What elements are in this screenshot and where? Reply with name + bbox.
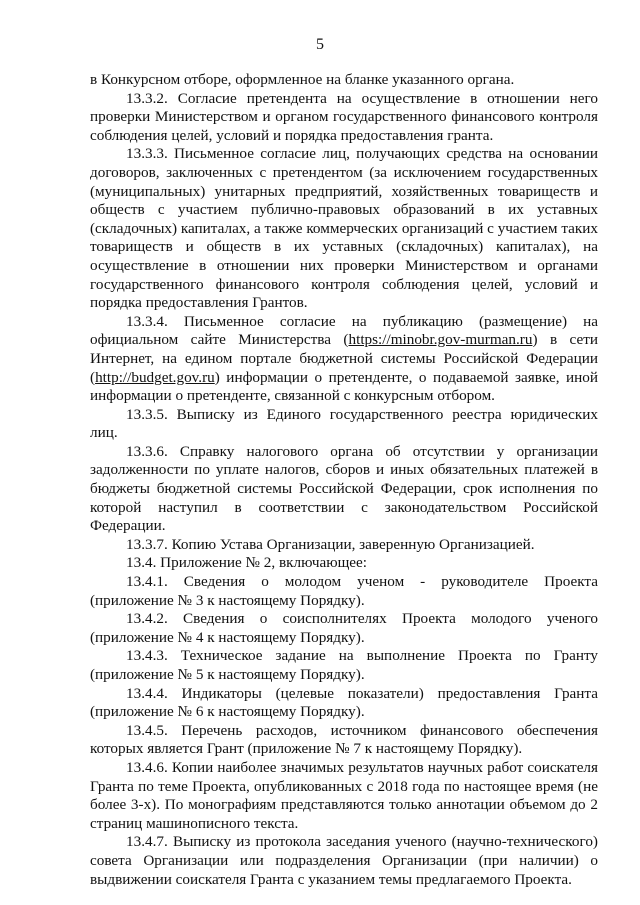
paragraph-13-4-2: 13.4.2. Сведения о соисполнителях Проекта молодого ученого (приложение № 4 к настоящему Порядку). bbox=[90, 610, 598, 646]
minobr-link[interactable]: https://minobr.gov-murman.ru bbox=[348, 331, 533, 349]
paragraph-13-3-3: 13.3.3. Письменное согласие лиц, получающих средства на основании договоров, заключенных с претендентом (за исключением государственных (муниципальных) унитарных предприятий, хозяйственных товариществ и обществ с участием публично-правовых образований в их уставных (складочных) капиталах, а также коммерческих организаций с участием таких товариществ и обществ в их уставных (складочных) капиталах), на осуществление в отношении них проверки Министерством и органами государственного финансового контроля соблюдения целей, условий и порядка предоставления Грантов. bbox=[90, 145, 598, 312]
paragraph-13-3-2: 13.3.2. Согласие претендента на осуществление в отношении него проверки Министерством и органом государственного финансового контроля соблюдения целей, условий и порядка предоставления гранта. bbox=[90, 89, 598, 144]
paragraph-13-4-3: 13.4.3. Техническое задание на выполнение Проекта по Гранту (приложение № 5 к настоящему Порядку). bbox=[90, 647, 598, 683]
paragraph-continuation: в Конкурсном отборе, оформленное на бланке указанного органа. bbox=[90, 71, 515, 88]
paragraph-13-3-4 bbox=[90, 313, 598, 406]
paragraph-13-3-4-part1: 13.3.4. Письменное согласие на публикацию (размещение) на официальном сайте Министерства ( bbox=[90, 312, 598, 349]
paragraph-13-4-1: 13.4.1. Сведения о молодом ученом - руководителе Проекта (приложение № 3 к настоящему Порядку). bbox=[90, 573, 598, 609]
paragraph-13-4-7: 13.4.7. Выписку из протокола заседания ученого (научно-технического) совета Организации или подразделения Организации (при наличии) о выдвижении соискателя Гранта с указанием темы предлагаемого Проекта. bbox=[90, 833, 598, 888]
paragraph-13-4-4: 13.4.4. Индикаторы (целевые показатели) предоставления Гранта (приложение № 6 к настоящему Порядку). bbox=[90, 684, 598, 721]
paragraph-13-3-4-part2: ) в сети Интернет, на едином портале бюджетной системы Российской Федерации ( bbox=[90, 331, 598, 386]
page-number: 5 bbox=[316, 36, 324, 53]
budget-link[interactable]: http://budget.gov.ru bbox=[95, 368, 215, 386]
paragraph-13-3-4-part3: ) информации о претенденте, о подаваемой заявке, иной информации о претенденте, связанной с конкурсным отбором. bbox=[90, 368, 598, 405]
paragraph-13-3-7: 13.3.7. Копию Устава Организации, заверенную Организацией. bbox=[126, 535, 535, 553]
paragraph-13-4: 13.4. Приложение № 2, включающее: bbox=[126, 554, 367, 572]
paragraph-13-3-6: 13.3.6. Справку налогового органа об отсутствии у организации задолженности по уплате налогов, сборов и иных обязательных платежей в бюджеты бюджетной системы Российской Федерации, срок исполнения по которой наступил в соответствии с законодательством Российской Федерации. bbox=[90, 442, 598, 535]
document-body bbox=[90, 71, 598, 889]
paragraph-13-3-5: 13.3.5. Выписку из Единого государственного реестра юридических лиц. bbox=[90, 405, 598, 442]
paragraph-13-4-6: 13.4.6. Копии наиболее значимых результатов научных работ соискателя Гранта по теме Проекта, опубликованных с 2018 года по настоящее время (не более 3-х). По монографиям представляются только аннотации объемом до 2 страниц машинописного текста. bbox=[90, 758, 598, 832]
paragraph-13-4-5: 13.4.5. Перечень расходов, источником финансового обеспечения которых является Грант (приложение № 7 к настоящему Порядку). bbox=[90, 721, 598, 758]
